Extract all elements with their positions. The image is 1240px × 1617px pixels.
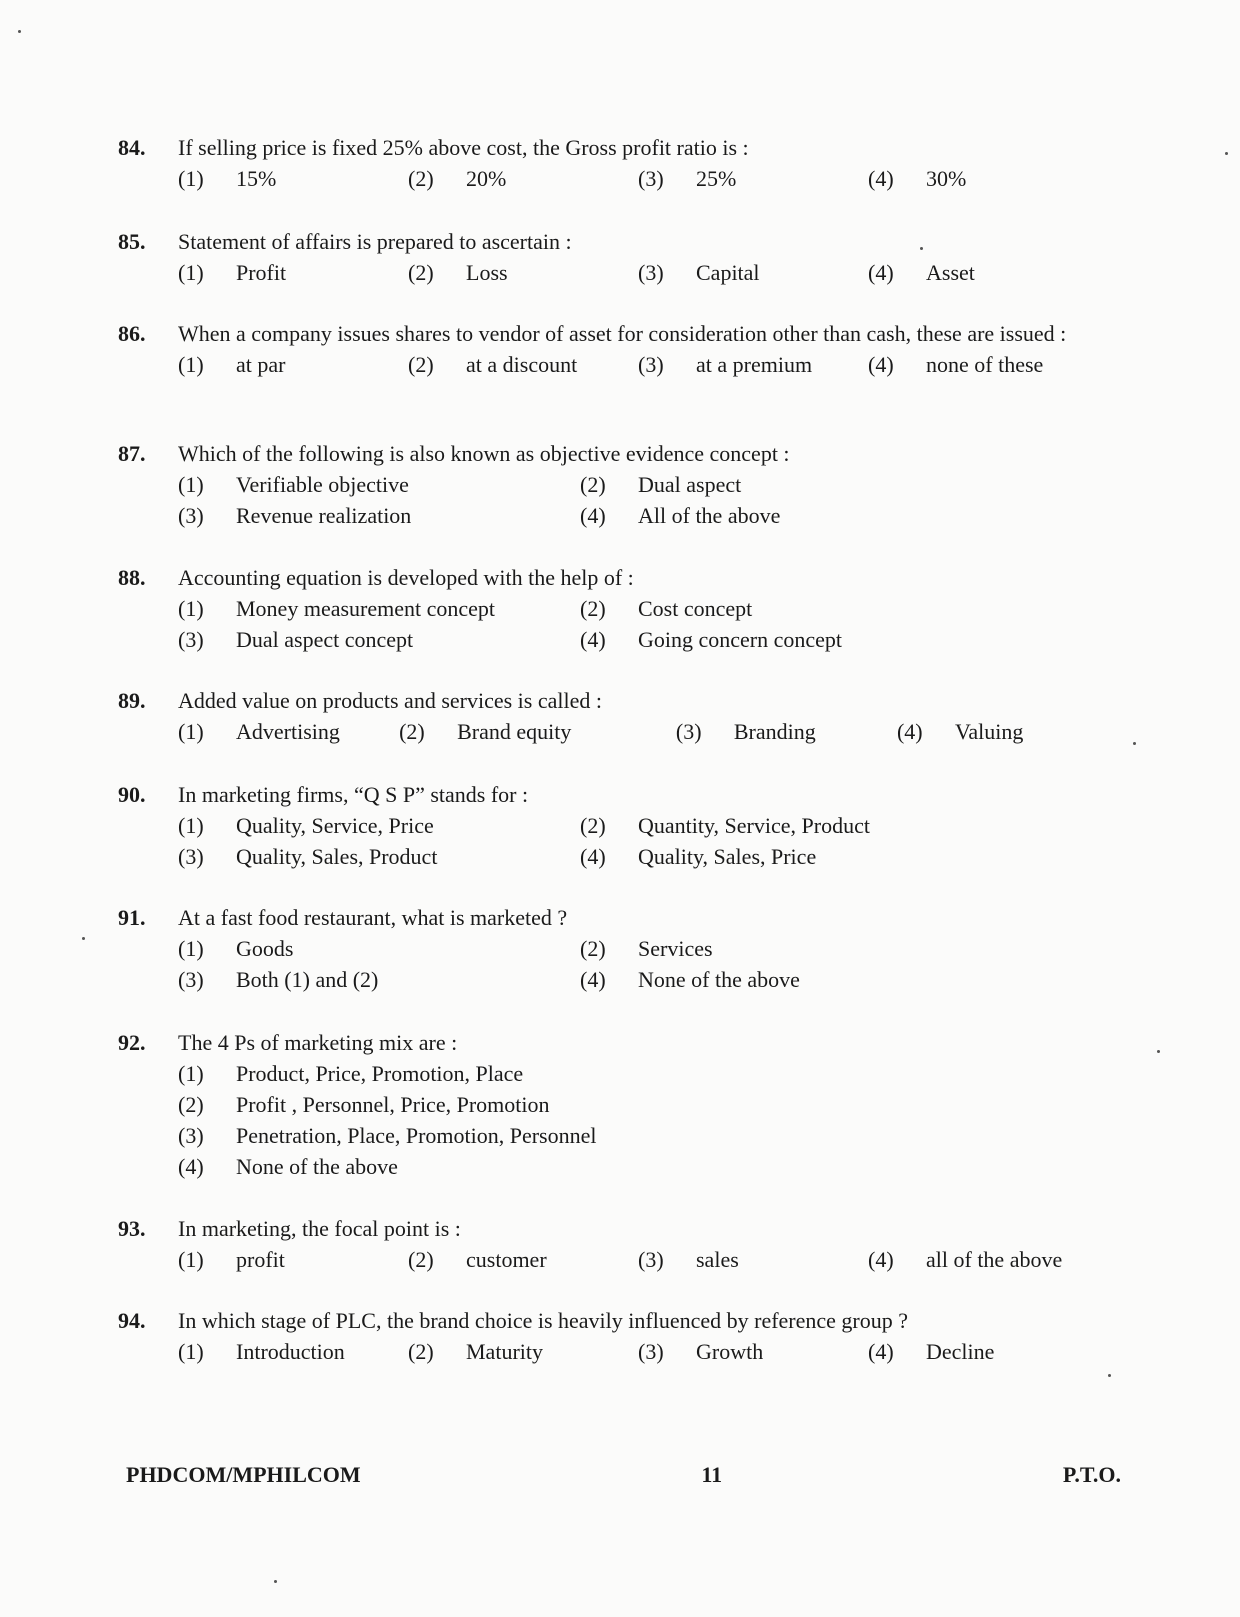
option-1: (1) Advertising [178,719,340,744]
question-number: 87. [118,441,146,466]
question-91 [118,903,1118,995]
question-number: 89. [118,688,146,713]
question-text: In marketing firms, “Q S P” stands for : [178,782,529,807]
option-1: (1) 15% [178,166,277,191]
option-2: (2) Maturity [408,1339,543,1364]
scan-speck [1225,152,1228,155]
option-3: (3) Capital [638,260,760,285]
option-3: (3) Growth [638,1339,764,1364]
question-85 [118,227,1118,288]
option-2: (2) Brand equity [399,719,572,744]
option-4: (4) Asset [868,260,975,285]
option-4: (4) Decline [868,1339,995,1364]
option-1: (1) Product, Price, Promotion, Place [178,1061,524,1086]
option-3: (3) 25% [638,166,737,191]
option-4: (4) all of the above [868,1247,1063,1272]
footer-pto: P.T.O. [1062,1462,1121,1487]
question-text: In which stage of PLC, the brand choice is heavily influenced by reference group ? [178,1308,909,1333]
option-1: (1) Verifiable objective [178,472,409,497]
scan-speck [18,30,21,33]
page-number: 11 [701,1462,723,1487]
question-number: 86. [118,321,146,346]
option-4: (4) Going concern concept [580,627,843,652]
question-text: In marketing, the focal point is : [178,1216,461,1241]
question-number: 92. [118,1030,146,1055]
question-text: The 4 Ps of marketing mix are : [178,1030,458,1055]
option-2: (2) Services [580,936,713,961]
question-number: 94. [118,1308,146,1333]
option-4: (4) Valuing [896,719,1024,744]
option-1: (1) Profit [178,260,287,285]
option-3: (3) Branding [675,719,816,744]
question-number: 91. [118,905,146,930]
question-number: 93. [118,1216,146,1241]
footer-course-code: PHDCOM/MPHILCOM [126,1462,361,1487]
option-3: (3) Penetration, Place, Promotion, Personnel [178,1123,597,1148]
question-84 [118,133,1118,194]
page-footer [126,1462,1121,1488]
option-3: (3) sales [638,1247,739,1272]
question-number: 90. [118,782,146,807]
option-2: (2) customer [408,1247,547,1272]
scan-speck [1133,742,1136,745]
question-text: Which of the following is also known as objective evidence concept : [178,441,790,466]
option-3: (3) at a premium [638,352,813,377]
question-text: Statement of affairs is prepared to ascertain : [178,229,572,254]
scan-speck [274,1580,277,1583]
scan-speck [1108,1374,1111,1377]
scan-speck [1157,1050,1160,1053]
option-4: (4) none of these [868,352,1044,377]
question-86 [118,319,1118,380]
question-text: Accounting equation is developed with the help of : [178,565,634,590]
option-2: (2) Loss [408,260,508,285]
question-94 [118,1306,1118,1367]
option-4: (4) None of the above [178,1154,398,1179]
question-90 [118,780,1118,872]
question-text: Added value on products and services is called : [178,688,602,713]
option-3: (3) Quality, Sales, Product [178,844,438,869]
option-2: (2) Dual aspect [580,472,742,497]
option-4: (4) 30% [868,166,967,191]
option-3: (3) Revenue realization [178,503,412,528]
question-89 [118,686,1118,747]
question-88 [118,563,1118,655]
question-92 [118,1028,1118,1182]
option-1: (1) Introduction [178,1339,345,1364]
question-text: When a company issues shares to vendor of asset for consideration other than cash, these are issued : [178,321,1067,346]
option-2: (2) 20% [408,166,507,191]
option-1: (1) at par [178,352,286,377]
question-number: 88. [118,565,146,590]
option-2: (2) Cost concept [580,596,753,621]
option-4: (4) Quality, Sales, Price [580,844,817,869]
option-2: (2) Profit , Personnel, Price, Promotion [178,1092,550,1117]
question-93 [118,1214,1118,1275]
option-3: (3) Both (1) and (2) [178,967,379,992]
option-1: (1) Goods [178,936,294,961]
option-1: (1) Money measurement concept [178,596,496,621]
scan-speck [920,247,923,250]
option-4: (4) All of the above [580,503,781,528]
question-text: At a fast food restaurant, what is marketed ? [178,905,568,930]
option-2: (2) at a discount [408,352,578,377]
option-3: (3) Dual aspect concept [178,627,414,652]
option-4: (4) None of the above [580,967,800,992]
question-number: 85. [118,229,146,254]
option-2: (2) Quantity, Service, Product [580,813,870,838]
scan-speck [82,937,85,940]
question-text: If selling price is fixed 25% above cost, the Gross profit ratio is : [178,135,749,160]
question-number: 84. [118,135,146,160]
option-1: (1) profit [178,1247,285,1272]
option-1: (1) Quality, Service, Price [178,813,434,838]
question-87 [118,439,1118,531]
